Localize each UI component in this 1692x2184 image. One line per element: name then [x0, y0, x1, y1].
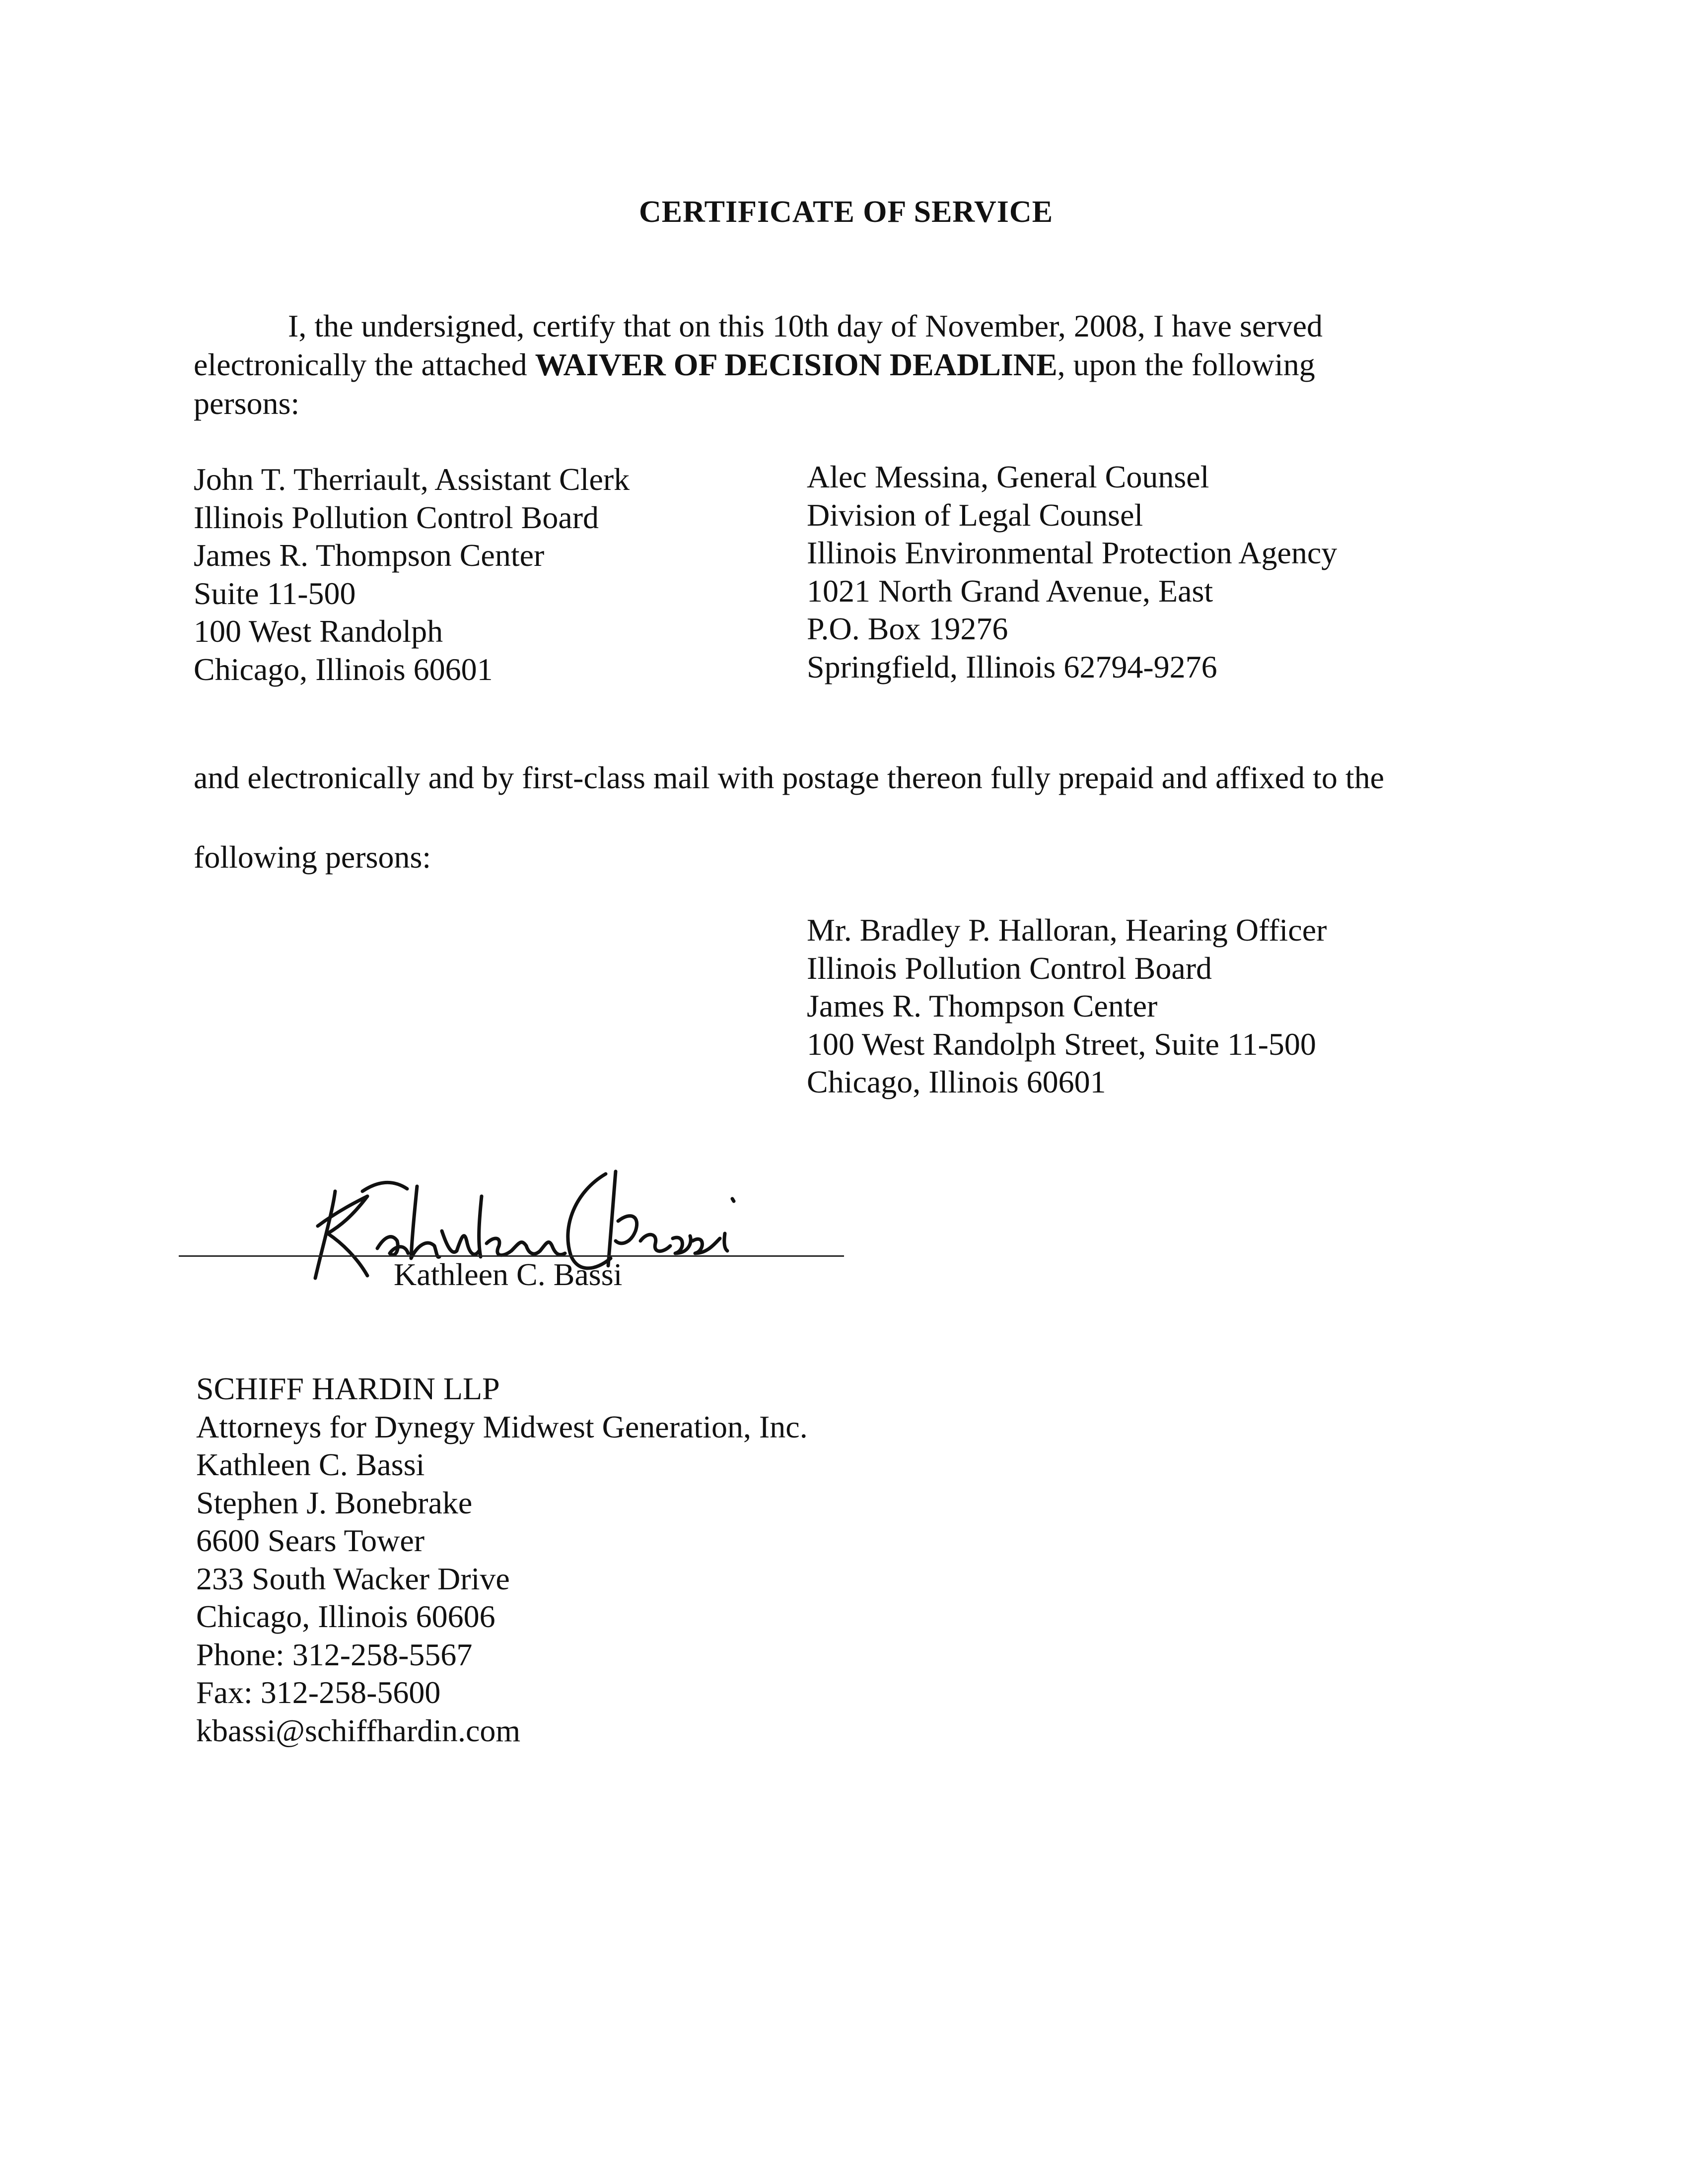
address-line: Suite 11-500	[194, 575, 356, 611]
address-line: James R. Thompson Center	[194, 538, 545, 573]
address-line: Alec Messina, General Counsel	[807, 459, 1209, 494]
address-line: P.O. Box 19276	[807, 611, 1008, 646]
address-line: Mr. Bradley P. Halloran, Hearing Officer	[807, 912, 1327, 948]
address-line: Illinois Pollution Control Board	[807, 950, 1212, 986]
mail-service-text: and electronically and by first-class mail with postage thereon fully prepaid and affixed to the	[194, 760, 1385, 795]
attorney-name: Stephen J. Bonebrake	[196, 1485, 473, 1520]
address-line: Chicago, Illinois 60601	[194, 651, 493, 687]
phone-number: Phone: 312-258-5567	[196, 1637, 473, 1672]
signature-area	[179, 1142, 849, 1305]
address-line: 6600 Sears Tower	[196, 1523, 425, 1558]
address-line: 233 South Wacker Drive	[196, 1561, 510, 1596]
intro-paragraph	[194, 307, 1405, 423]
address-line: Division of Legal Counsel	[807, 497, 1143, 533]
address-line: Illinois Environmental Protection Agency	[807, 535, 1338, 570]
fax-number: Fax: 312-258-5600	[196, 1675, 441, 1710]
email-address: kbassi@schiffhardin.com	[196, 1712, 521, 1748]
address-line: 100 West Randolph Street, Suite 11-500	[807, 1026, 1316, 1062]
firm-name: SCHIFF HARDIN LLP	[196, 1371, 500, 1406]
recipient-address-counsel	[807, 458, 1337, 686]
address-line: 100 West Randolph	[194, 614, 443, 649]
recipient-address-hearing-officer	[807, 911, 1327, 1101]
document-reference: WAIVER OF DECISION DEADLINE	[535, 347, 1058, 382]
attorney-signature-block	[196, 1370, 808, 1750]
intro-text-before: I, the undersigned, certify that on this 10th day of November, 2008, I have served electronically the attached	[194, 308, 1323, 382]
mail-service-text-continued: following persons:	[194, 839, 431, 875]
intro-text-after: , upon the following persons:	[194, 347, 1315, 421]
address-line: Illinois Pollution Control Board	[194, 499, 599, 535]
address-line: Chicago, Illinois 60606	[196, 1599, 495, 1634]
signer-printed-name: Kathleen C. Bassi	[394, 1257, 623, 1292]
address-line: James R. Thompson Center	[807, 988, 1158, 1024]
document-title: CERTIFICATE OF SERVICE	[638, 195, 1054, 229]
firm-role: Attorneys for Dynegy Midwest Generation, Inc.	[196, 1409, 808, 1444]
address-line: Chicago, Illinois 60601	[807, 1064, 1106, 1099]
address-line: Springfield, Illinois 62794-9276	[807, 649, 1217, 684]
recipient-address-clerk	[194, 461, 630, 688]
address-line: John T. Therriault, Assistant Clerk	[194, 462, 630, 497]
address-line: 1021 North Grand Avenue, East	[807, 573, 1213, 609]
attorney-name: Kathleen C. Bassi	[196, 1447, 425, 1482]
